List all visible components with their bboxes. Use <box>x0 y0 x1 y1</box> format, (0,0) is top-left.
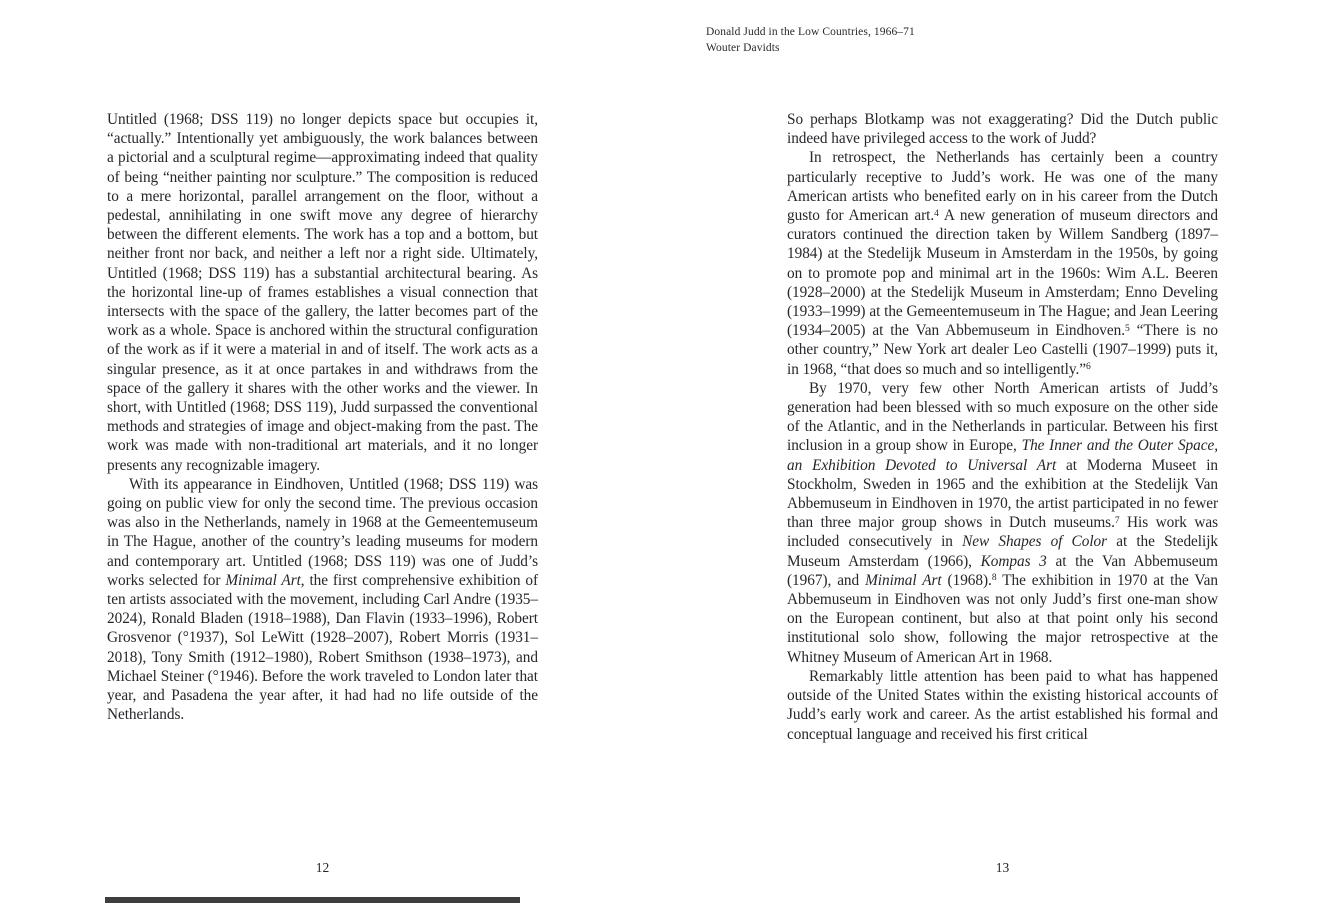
italic-title: Kompas 3 <box>980 552 1047 570</box>
footnote-marker: 6 <box>1086 362 1091 373</box>
body-text: , the first comprehensive exhibition of ten artists associated with the movement, including Carl Andre (1935–2024), Ronald Bladen (1918–1988), Dan Flavin (1933–1996), Robert Grosvenor (°1937), Sol LeWitt (1928–2007), Robert Morris (1931–2018), Tony Smith (1912–1980), Robert Smithson (1938–1973), and Michael Steiner (°1946). Before the work traveled to London later that year, and Pasadena the year after, it had had no life outside of the Netherlands. <box>107 571 538 724</box>
paragraph <box>107 475 538 725</box>
body-text: at Moderna Museet in Stockholm, Sweden in 1965 and the exhibition at the Stedelijk Van Abbemuseum in Eindhoven in 1970, the artist participated in no fewer than three major group shows in Dutch museums. <box>787 456 1218 532</box>
italic-title: Minimal Art <box>865 571 942 589</box>
body-text: A new generation of museum directors and curators continued the direction taken by Willem Sandberg (1897–1984) at the Stedelijk Museum in Amsterdam in the 1950s, by going on to promote pop and minimal art in the 1960s: Wim A.L. Beeren (1928–2000) at the Stedelijk Museum in Amsterdam; Enno Develing (1933–1999) at the Gemeentemuseum in The Hague; and Jean Leering (1934–2005) at the Van Abbemuseum in Eindhoven. <box>787 207 1218 340</box>
body-text: In retrospect, the Netherlands has certainly been a country particularly receptive to Judd’s work. He was one of the many American artists who benefited early on in his career from the Dutch gusto for American art. <box>787 149 1218 225</box>
body-text: (1968). <box>941 571 992 589</box>
paragraph <box>787 148 1218 378</box>
running-header-title: Donald Judd in the Low Countries, 1966–71 <box>706 26 915 38</box>
paragraph <box>787 667 1218 744</box>
left-page-text-column <box>107 110 538 725</box>
body-text: Untitled (1968; DSS 119) no longer depicts space but occupies it, “actually.” Intentionally yet ambiguously, the work balances between a pictorial and a sculptural regime—approximating indeed that quality of being “neither painting nor sculpture.” The composition is reduced to a mere horizontal, parallel arrangement on the floor, without a pedestal, annihilating in one swift move any degree of hierarchy between the different elements. The work has a top and a bottom, but neither front nor back, and neither a left nor a right side. Ultimately, Untitled (1968; DSS 119) has a substantial architectural bearing. As the horizontal line-up of frames establishes a visual connection that intersects with the space of the gallery, the latter becomes part of the work as a whole. Space is anchored within the structural configuration of the work as if it were a material in and of itself. The work acts as a singular presence, as it at once partakes in and withdraws from the space of the gallery it shares with the other works and the viewer. In short, with Untitled (1968; DSS 119), Judd surpassed the conventional methods and strategies of image and object-making from the past. The work was made with non-traditional art materials, and it no longer presents any recognizable imagery. <box>107 111 538 474</box>
body-text: at the Van Abbemuseum (1967), and <box>787 552 1218 589</box>
right-page-number: 13 <box>995 860 1010 875</box>
right-page-text-column <box>787 110 1218 744</box>
body-text: With its appearance in Eindhoven, Untitled (1968; DSS 119) was going on public view for only the second time. The previous occasion was also in the Netherlands, namely in 1968 at the Gemeentemuseum in The Hague, another of the country’s leading museums for modern and contemporary art. Untitled (1968; DSS 119) was one of Judd’s works selected for <box>107 475 538 589</box>
body-text: So perhaps Blotkamp was not exaggerating? Did the Dutch public indeed have privileged access to the work of Judd? <box>787 111 1218 148</box>
body-text: The exhibition in 1970 at the Van Abbemuseum in Eindhoven was not only Judd’s first one-man show on the European continent, but also at that point only his second institutional solo show, following the major retrospective at the Whitney Museum of American Art in 1968. <box>787 571 1219 666</box>
body-text: “There is no other country,” New York art dealer Leo Castelli (1907–1999) puts it, in 1968, “that does so much and so intelligently.” <box>787 322 1219 378</box>
paragraph <box>787 379 1218 667</box>
italic-title: Minimal Art <box>225 571 301 589</box>
footnote-marker: 5 <box>1125 323 1130 334</box>
left-page-number: 12 <box>315 860 330 875</box>
italic-title: New Shapes of Color <box>962 533 1108 551</box>
italic-title: The Inner and the Outer Space, an Exhibition Devoted to Universal Art <box>787 437 1218 474</box>
footnote-marker: 4 <box>934 208 939 219</box>
body-text: Remarkably little attention has been paid to what has happened outside of the United States within the existing historical accounts of Judd’s early work and career. As the artist established his formal and conceptual language and received his first critical <box>787 667 1218 743</box>
running-header <box>706 25 915 56</box>
footnote-marker: 8 <box>991 573 997 584</box>
next-page-edge <box>105 897 520 903</box>
body-text: By 1970, very few other North American artists of Judd’s generation had been blessed with so much exposure on the other side of the Atlantic, and in the Netherlands in particular. Between his first inclusion in a group show in Europe, <box>787 379 1218 455</box>
paragraph <box>107 110 538 475</box>
running-header-author: Wouter Davidts <box>706 41 780 54</box>
body-text: at the Stedelijk Museum Amsterdam (1966), <box>787 533 1218 570</box>
body-text: His work was included consecutively in <box>787 514 1218 551</box>
footnote-marker: 7 <box>1114 515 1120 526</box>
paragraph <box>787 110 1218 148</box>
